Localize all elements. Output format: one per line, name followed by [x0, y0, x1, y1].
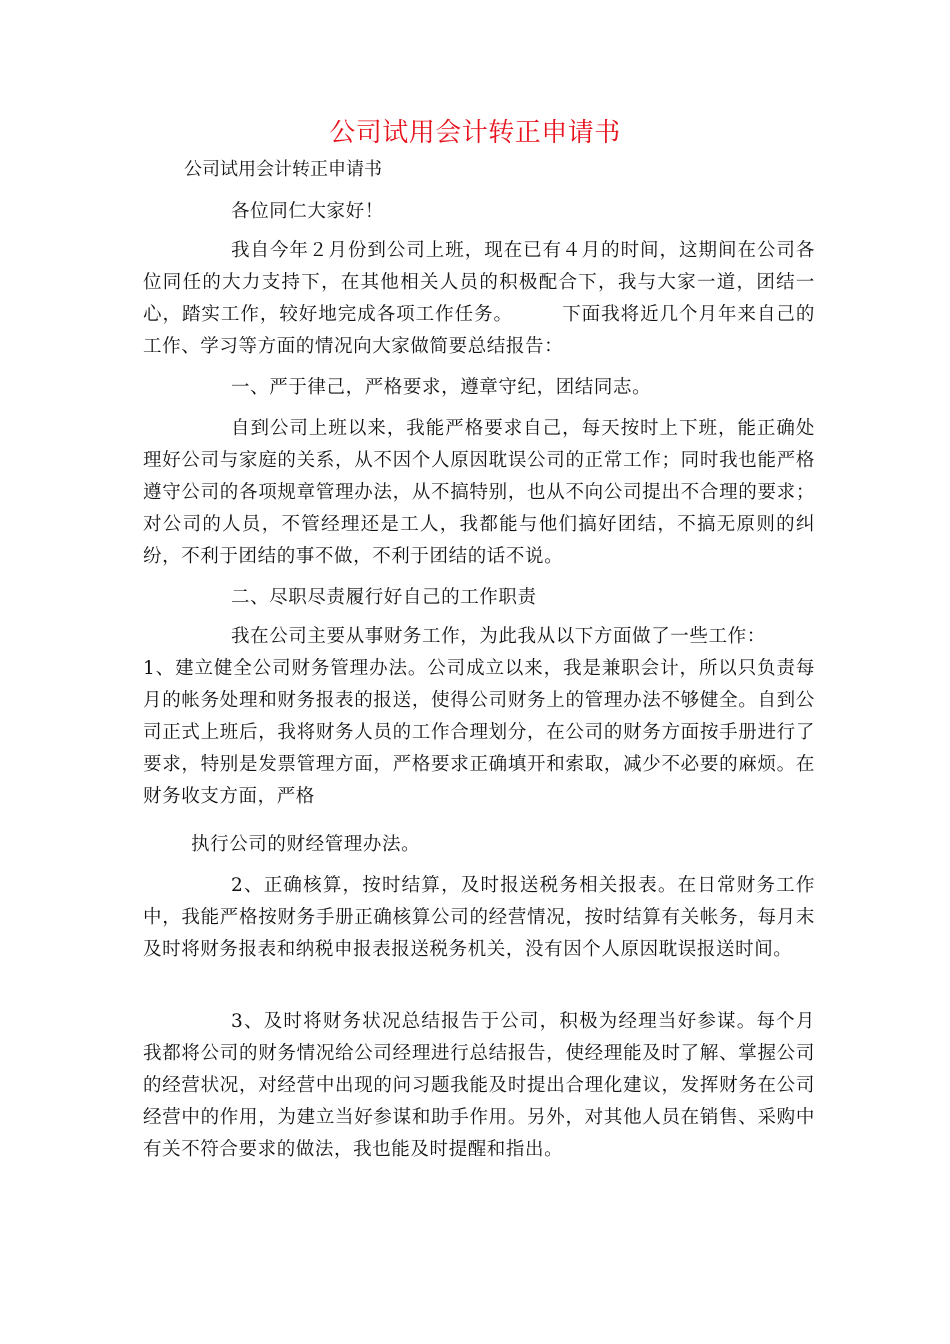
section2-heading: 二、尽职尽责履行好自己的工作职责 [231, 587, 537, 608]
list-item-2: 2、正确核算，按时结算，及时报送税务相关报表。在日常财务工作中，我能严格按财务手册正确核算公司的经营情况，按时结算有关帐务，每月末及时将财务报表和纳税申报表报送税务机关，没有因个人原因耽误报送时间。 [143, 875, 815, 960]
document-subtitle: 公司试用会计转正申请书 [184, 159, 382, 180]
list-item-1: 1、建立健全公司财务管理办法。公司成立以来，我是兼职会计，所以只负责每月的帐务处理和财务报表的报送，使得公司财务上的管理办法不够健全。自到公司正式上班后，我将财务人员的工作合理划分，在公司的财务方面按手册进行了要求，特别是发票管理方面，严格要求正确填开和索取，减少不必要的麻烦。在财务收支方面，严格 [143, 658, 815, 807]
document-title: 公司试用会计转正申请书 [329, 118, 621, 148]
intro-paragraph: 我自今年２月份到公司上班，现在已有４月的时间，这期间在公司各位同任的大力支持下，在其他相关人员的积极配合下，我与大家一道，团结一心，踏实工作，较好地完成各项工作任务。 下面我将近几个月年来自己的工作、学习等方面的情况向大家做简要总结报告： [143, 240, 815, 357]
list-item-3: 3、及时将财务状况总结报告于公司，积极为经理当好参谋。每个月我都将公司的财务情况给公司经理进行总结报告，使经理能及时了解、掌握公司的经营状况，对经营中出现的问习题我能及时提出合理化建议，发挥财务在公司经营中的作用，为建立当好参谋和助手作用。另外，对其他人员在销售、采购中有关不符合要求的做法，我也能及时提醒和指出。 [143, 1011, 815, 1160]
section1-body: 自到公司上班以来，我能严格要求自己，每天按时上下班，能正确处理好公司与家庭的关系，从不因个人原因耽误公司的正常工作；同时我也能严格遵守公司的各项规章管理办法，从不搞特别，也从不向公司提出不合理的要求；对公司的人员，不管经理还是工人，我都能与他们搞好团结，不搞无原则的纠纷，不利于团结的事不做，不利于团结的话不说。 [143, 418, 815, 567]
greeting: 各位同仁大家好！ [231, 201, 384, 222]
section2-intro: 我在公司主要从事财务工作，为此我从以下方面做了一些工作： [231, 626, 766, 647]
document-body [143, 196, 815, 1166]
list-item-1-continuation: 执行公司的财经管理办法。 [191, 834, 421, 855]
section1-heading: 一、严于律己，严格要求，遵章守纪，团结同志。 [231, 377, 652, 398]
